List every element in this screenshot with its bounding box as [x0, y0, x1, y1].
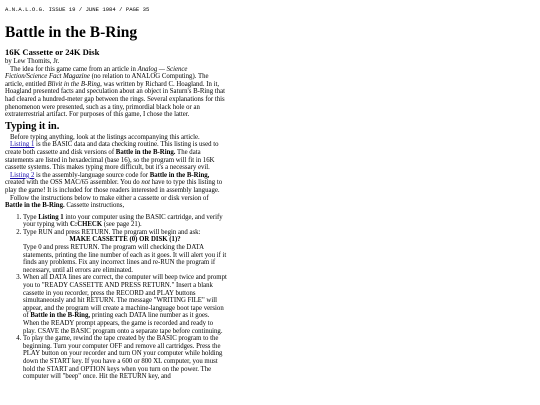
typing-intro: Before typing anything, look at the listings accompanying this article.: [10, 133, 200, 141]
follow-text-1: Follow the instructions below to make either a cassette or disk version of: [10, 194, 209, 202]
list-item: [23, 214, 227, 229]
checker-name: C:CHECK: [70, 221, 103, 229]
intro-paragraph: [5, 66, 227, 119]
listing2-text-1: is the assembly-language source code for: [34, 171, 150, 179]
article-body: [5, 58, 227, 381]
running-head: A.N.A.L.O.G. ISSUE 19 / JUNE 1984 / PAGE 35: [5, 6, 150, 13]
intro-text-2: (no relation to ANALOG Computing). The article, entitled: [5, 73, 209, 88]
listing-name: Listing 1: [38, 213, 64, 221]
step3-text-1: When all DATA lines are correct, the computer will beep twice and prompt you to "READY CASSETTE AND PRESS RETURN." Insert a blank cassette in you recorder, press the RECORD and PLAY buttons simultaneously and hit RETURN. The message "WRITING FILE" will appear, and the program will create a machine-language boot tape version of: [23, 274, 227, 320]
step1-text-2: into your computer using the BASIC cartridge, and verify your typing with: [23, 213, 223, 229]
magazine-name: Analog — Science Fiction/Science Fact Magazine: [5, 65, 188, 81]
listing-1-link[interactable]: Listing 1: [10, 141, 35, 149]
emphasis-not: not: [141, 179, 150, 187]
article-title: Battle in the B-Ring: [5, 24, 138, 41]
listing1-paragraph: [5, 141, 227, 171]
game-name: Battle in the B-Ring,: [149, 171, 210, 179]
step1-text-1: Type: [23, 213, 39, 221]
listing2-paragraph: [5, 172, 227, 195]
article-subtitle: 16K Cassette or 24K Disk: [5, 47, 100, 57]
listing2-text-2: created with the OSS MAC/65 assembler. You do: [5, 179, 142, 187]
listing2-text-3: have to type this listing to play the game! It is included for those readers interested in assembly language.: [5, 179, 223, 194]
game-name: Battle in the B-Ring.: [5, 202, 65, 210]
section-heading: Typing it in.: [5, 120, 60, 132]
game-name: Battle in the B-Ring,: [30, 312, 91, 320]
list-item: [23, 229, 227, 275]
listing1-text-1: is the BASIC data and data checking routine. This listing is used to create both cassette and disk versions of: [5, 141, 219, 156]
byline: by Lew Thomits, Jr.: [5, 58, 60, 65]
list-item: [23, 274, 227, 335]
intro-text-1: The idea for this game came from an article in: [10, 65, 138, 73]
intro-text-3: , was written by Richard C. Hoagland. In it, Hoagland presented facts and speculation about an object in Saturn's B-Ring that had cleared a hundred-meter gap between the rings. Several explanations for this phenomenon were presented, such as a tiny, primordial black hole or an extraterrestrial artifact. For purposes of this game, I chose the latter.: [5, 80, 225, 119]
step4-text-1: To play the game, rewind the tape created by the BASIC program to the beginning. Turn your computer OFF and remove all cartridges. Press the PLAY button on your recorder and turn ON your computer while holding down the START key. If you have a 600 or 800 XL computer, you must hold the START and OPTION keys when you turn on the power. The computer will "beep" once. Hit the RETURN key, and: [23, 335, 223, 381]
listing1-text-2: The data statements are listed in hexadecimal (base 16), so the program will fit in 16K cassette systems. This makes typing more difficult, but it's a necessary evil.: [5, 148, 215, 172]
step2-text-2: Type 0 and press RETURN. The program will checking the DATA statements, printing the line number of each as it goes. It will alert you if it finds any problems. Fix any incorrect lines and re-RUN the program if necessary, until all errors are eliminated.: [23, 244, 227, 274]
game-name: Battle in the B-Ring.: [115, 148, 176, 156]
step1-text-3: (see page 21).: [102, 221, 142, 229]
follow-paragraph: [5, 195, 227, 210]
list-item: [23, 335, 227, 381]
step3-text-2: printing each DATA line number as it goes. When the READY prompt appears, the game is recorded and ready to play. CSAVE the BASIC program onto a separate tape before continuing.: [23, 312, 223, 335]
follow-text-2: Cassette instructions,: [64, 202, 125, 210]
step2-text-1: Type RUN and press RETURN. The program will begin and ask:: [23, 228, 201, 236]
instruction-list: [5, 214, 227, 381]
source-article-title: Blivit in the B-Ring: [47, 80, 101, 88]
prompt-text: MAKE CASSETTE (0) OR DISK (1)?: [69, 236, 181, 244]
listing-2-link[interactable]: Listing 2: [10, 171, 35, 179]
